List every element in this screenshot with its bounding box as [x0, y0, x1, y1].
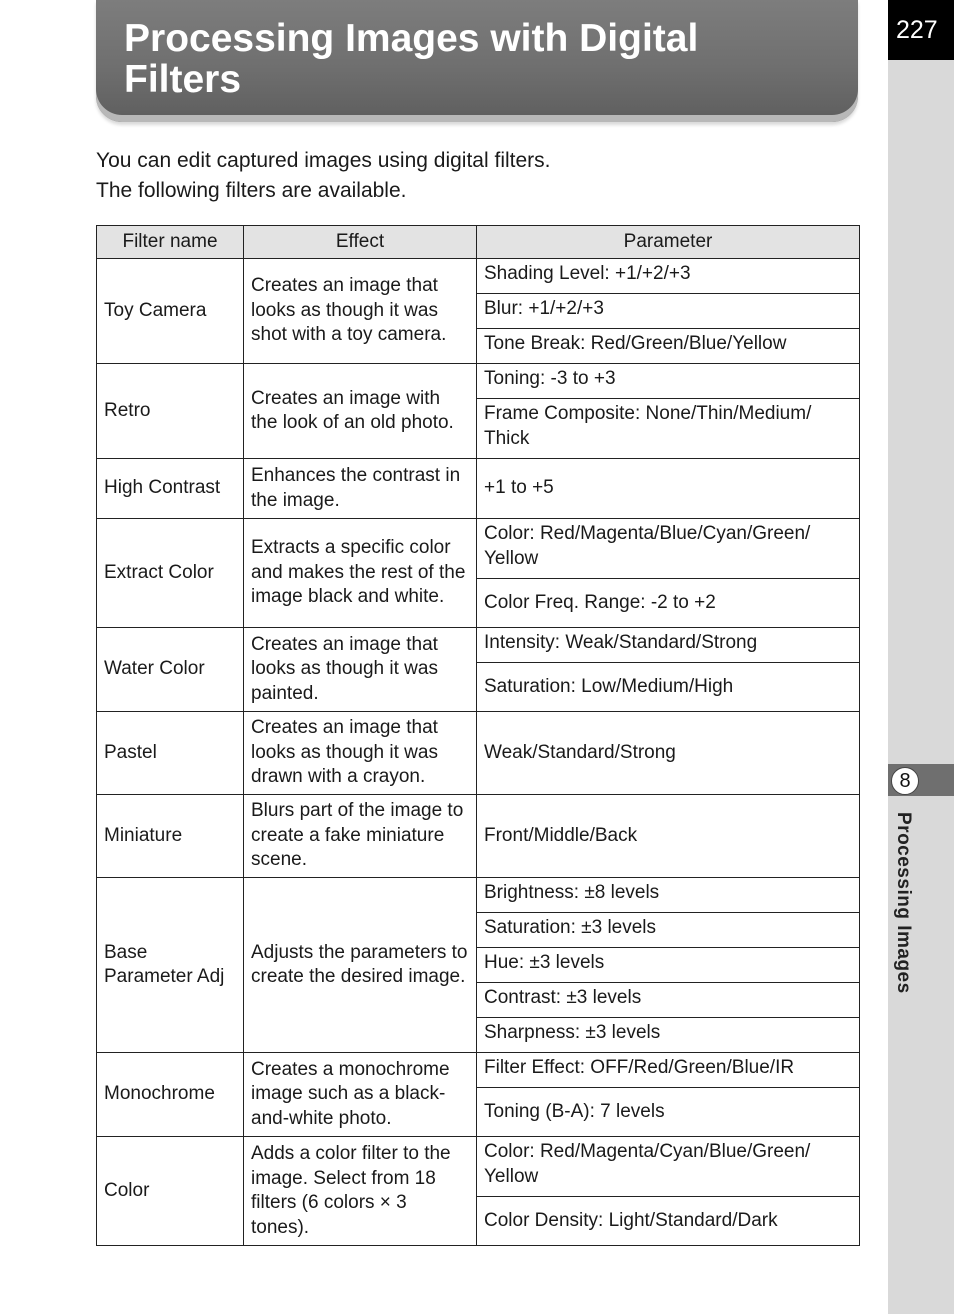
table-row	[97, 364, 860, 399]
effect-cell: Enhances the contrast in the image.	[244, 459, 477, 519]
filter-name-cell: Miniature	[97, 795, 244, 878]
filter-name-cell: Water Color	[97, 628, 244, 712]
parameter-cell: Weak/Standard/Strong	[477, 712, 860, 795]
intro-line: You can edit captured images using digital filters.	[96, 149, 551, 172]
parameter-cell: +1 to +5	[477, 459, 860, 519]
table-row	[97, 459, 860, 519]
parameter-cell: Tone Break: Red/Green/Blue/Yellow	[477, 329, 860, 364]
parameter-cell: Contrast: ±3 levels	[477, 983, 860, 1018]
parameter-cell: Intensity: Weak/Standard/Strong	[477, 628, 860, 663]
table-row	[97, 628, 860, 663]
table-header-row	[97, 226, 860, 259]
filter-name-cell: High Contrast	[97, 459, 244, 519]
filter-name-cell: Retro	[97, 364, 244, 459]
effect-cell: Creates an image that looks as though it was painted.	[244, 628, 477, 712]
parameter-cell: Frame Composite: None/Thin/Medium/ Thick	[477, 399, 860, 459]
effect-cell: Blurs part of the image to create a fake miniature scene.	[244, 795, 477, 878]
page-number: 227	[888, 0, 954, 60]
effect-cell: Adds a color filter to the image. Select from 18 filters (6 colors × 3 tones).	[244, 1137, 477, 1246]
parameter-cell: Color Freq. Range: -2 to +2	[477, 579, 860, 628]
parameter-cell: Saturation: ±3 levels	[477, 913, 860, 948]
intro-line: The following filters are available.	[96, 179, 407, 202]
parameter-cell: Front/Middle/Back	[477, 795, 860, 878]
parameter-cell: Color: Red/Magenta/Cyan/Blue/Green/ Yellow	[477, 1137, 860, 1197]
column-header: Effect	[244, 226, 477, 259]
parameter-cell: Toning: -3 to +3	[477, 364, 860, 399]
parameter-cell: Hue: ±3 levels	[477, 948, 860, 983]
chapter-number-badge: 8	[891, 767, 919, 795]
parameter-cell: Shading Level: +1/+2/+3	[477, 259, 860, 294]
effect-cell: Extracts a specific color and makes the rest of the image black and white.	[244, 519, 477, 628]
effect-cell: Creates an image that looks as though it was shot with a toy camera.	[244, 259, 477, 364]
filter-name-cell: Pastel	[97, 712, 244, 795]
table-row	[97, 1053, 860, 1088]
filter-name-cell: Color	[97, 1137, 244, 1246]
column-header: Parameter	[477, 226, 860, 259]
filter-name-cell: Monochrome	[97, 1053, 244, 1137]
parameter-cell: Saturation: Low/Medium/High	[477, 663, 860, 712]
table-row	[97, 712, 860, 795]
intro-text	[96, 146, 856, 206]
side-strip	[888, 0, 954, 1314]
filters-table	[96, 225, 860, 1246]
table-row	[97, 878, 860, 913]
parameter-cell: Color: Red/Magenta/Blue/Cyan/Green/ Yellow	[477, 519, 860, 579]
table-row	[97, 795, 860, 878]
effect-cell: Creates an image that looks as though it was drawn with a crayon.	[244, 712, 477, 795]
table-row	[97, 259, 860, 294]
effect-cell: Creates a monochrome image such as a black-and-white photo.	[244, 1053, 477, 1137]
filter-name-cell: Toy Camera	[97, 259, 244, 364]
filter-name-cell: Base Parameter Adj	[97, 878, 244, 1053]
filter-name-cell: Extract Color	[97, 519, 244, 628]
effect-cell: Creates an image with the look of an old photo.	[244, 364, 477, 459]
page-title: Processing Images with Digital Filters	[124, 17, 699, 101]
parameter-cell: Sharpness: ±3 levels	[477, 1018, 860, 1053]
parameter-cell: Color Density: Light/Standard/Dark	[477, 1197, 860, 1246]
title-banner	[96, 0, 858, 122]
effect-cell: Adjusts the parameters to create the desired image.	[244, 878, 477, 1053]
chapter-title: Processing Images	[893, 812, 914, 994]
parameter-cell: Brightness: ±8 levels	[477, 878, 860, 913]
parameter-cell: Filter Effect: OFF/Red/Green/Blue/IR	[477, 1053, 860, 1088]
table-row	[97, 1137, 860, 1197]
parameter-cell: Blur: +1/+2/+3	[477, 294, 860, 329]
table-row	[97, 519, 860, 579]
parameter-cell: Toning (B-A): 7 levels	[477, 1088, 860, 1137]
column-header: Filter name	[97, 226, 244, 259]
